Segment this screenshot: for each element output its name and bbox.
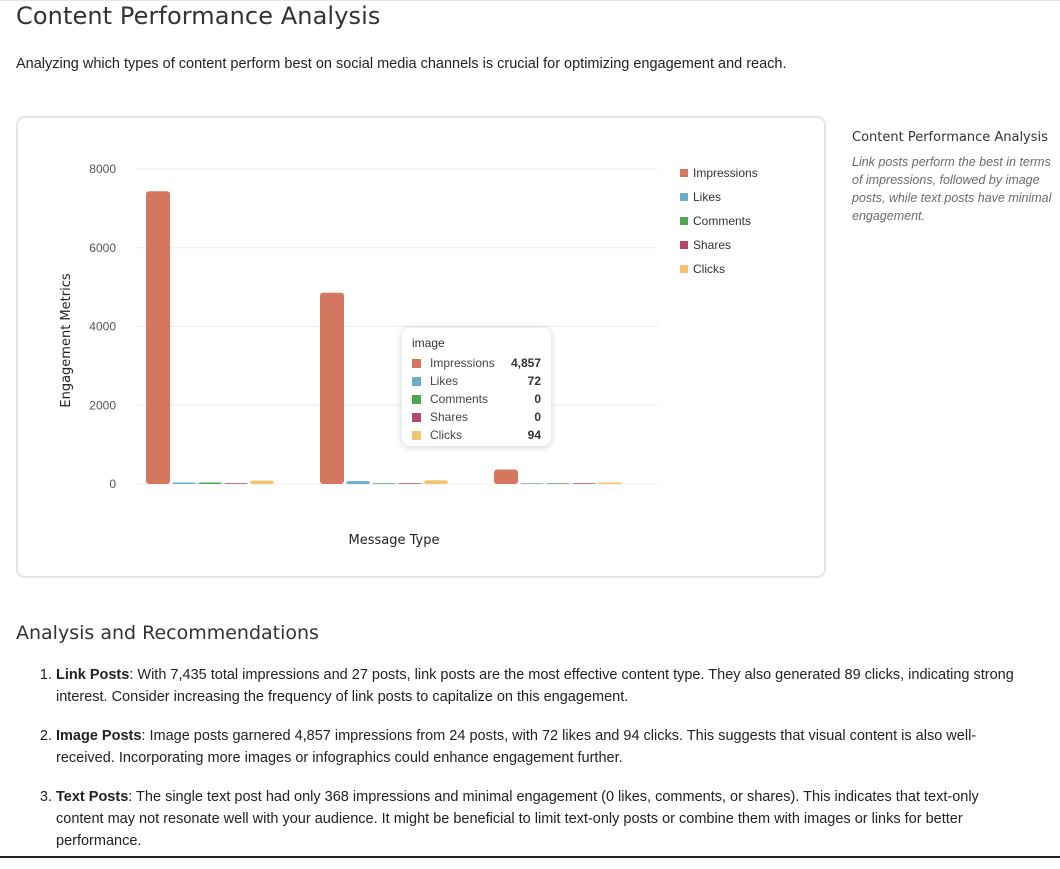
chart-grid <box>136 169 658 484</box>
tooltip-title: image <box>412 336 445 350</box>
impressions-swatch <box>412 359 421 368</box>
tooltip-value: 94 <box>527 428 541 442</box>
tooltip-label: Impressions <box>430 356 495 370</box>
tooltip-value: 72 <box>527 374 541 388</box>
tooltip-row-likes <box>412 372 541 390</box>
y-tick-label: 2000 <box>89 398 116 413</box>
x-axis-label: Message Type <box>348 533 440 548</box>
list-item <box>56 664 1026 708</box>
legend-label-comments[interactable]: Comments <box>693 214 752 228</box>
bar-image-likes[interactable] <box>346 481 370 484</box>
bar-text-likes[interactable] <box>520 483 544 484</box>
tooltip-label: Shares <box>430 410 469 424</box>
top-divider <box>0 0 1060 1</box>
legend-swatch-comments <box>680 217 688 225</box>
comments-swatch <box>412 395 421 404</box>
tooltip-label: Likes <box>430 374 459 388</box>
chart-tooltip <box>402 328 551 446</box>
legend-label-impressions[interactable]: Impressions <box>693 166 758 180</box>
tooltip-row-comments <box>412 390 541 408</box>
y-tick-label: 0 <box>109 477 116 491</box>
list-item <box>56 725 1026 769</box>
tooltip-row-impressions <box>412 354 541 372</box>
bar-link-shares[interactable] <box>224 483 248 484</box>
legend-swatch-likes <box>680 193 688 201</box>
shares-swatch <box>412 413 421 422</box>
legend-label-likes[interactable]: Likes <box>693 190 722 204</box>
side-note-body: Link posts perform the best in terms of impressions, followed by image posts, while text posts have minimal engagement. <box>852 155 1052 223</box>
bar-image-clicks[interactable] <box>424 480 448 484</box>
list-item-text: : Image posts garnered 4,857 impressions from 24 posts, with 72 likes and 94 clicks. This suggests that visual content is also well-received. Incorporating more images or infographics could enhance engagement further. <box>56 728 977 766</box>
list-item-text: : With 7,435 total impressions and 27 posts, link posts are the most effective content type. They also generated 89 clicks, indicating strong interest. Consider increasing the frequency of link posts to capitalize on this engagement. <box>56 667 1014 705</box>
analysis-title: Analysis and Recommendations <box>16 622 319 644</box>
list-item-heading: Text Posts <box>56 789 129 805</box>
bar-image-comments[interactable] <box>372 483 396 484</box>
legend-swatch-impressions <box>680 169 688 177</box>
bar-link-clicks[interactable] <box>250 480 274 484</box>
list-item-text: : The single text post had only 368 impressions and minimal engagement (0 likes, comments, or shares). This indicates that text-only content may not resonate well with your audience. It might be beneficial to limit text-only posts or combine them with images or links for better performance. <box>56 789 979 849</box>
bar-text-impressions[interactable] <box>494 470 518 484</box>
tooltip-value: 0 <box>534 392 541 406</box>
legend-swatch-shares <box>680 241 688 249</box>
bar-text-clicks[interactable] <box>598 483 622 485</box>
list-item-heading: Link Posts <box>56 667 130 683</box>
bar-link-comments[interactable] <box>198 483 222 485</box>
chart-legend <box>680 166 758 276</box>
tooltip-value: 4,857 <box>510 356 541 370</box>
y-tick-label: 8000 <box>89 162 116 176</box>
bar-link-impressions[interactable] <box>146 191 170 484</box>
tooltip-label: Comments <box>430 392 489 406</box>
bar-link-likes[interactable] <box>172 483 196 485</box>
bar-image-impressions[interactable] <box>320 293 344 484</box>
side-note <box>852 130 1057 225</box>
recommendations-list <box>16 664 1026 869</box>
tooltip-row-clicks <box>412 426 541 444</box>
page-title: Content Performance Analysis <box>16 2 381 30</box>
bar-image-shares[interactable] <box>398 483 422 484</box>
clicks-swatch <box>412 431 421 440</box>
y-tick-label: 6000 <box>89 240 116 255</box>
list-item-heading: Image Posts <box>56 728 142 744</box>
intro-text: Analyzing which types of content perform best on social media channels is crucial for optimizing engagement and reach. <box>16 56 787 72</box>
tooltip-value: 0 <box>534 410 541 424</box>
y-axis-label: Engagement Metrics <box>59 273 74 408</box>
legend-label-shares[interactable]: Shares <box>693 238 732 252</box>
bar-text-shares[interactable] <box>572 483 596 484</box>
legend-swatch-clicks <box>680 265 688 273</box>
bar-text-comments[interactable] <box>546 483 570 484</box>
y-axis-ticks <box>89 162 116 491</box>
side-note-title: Content Performance Analysis <box>852 130 1048 145</box>
legend-label-clicks[interactable]: Clicks <box>693 262 725 276</box>
tooltip-label: Clicks <box>430 428 462 442</box>
y-tick-label: 4000 <box>89 319 116 334</box>
likes-swatch <box>412 377 421 386</box>
tooltip-row-shares <box>412 408 541 426</box>
list-item <box>56 786 1026 852</box>
